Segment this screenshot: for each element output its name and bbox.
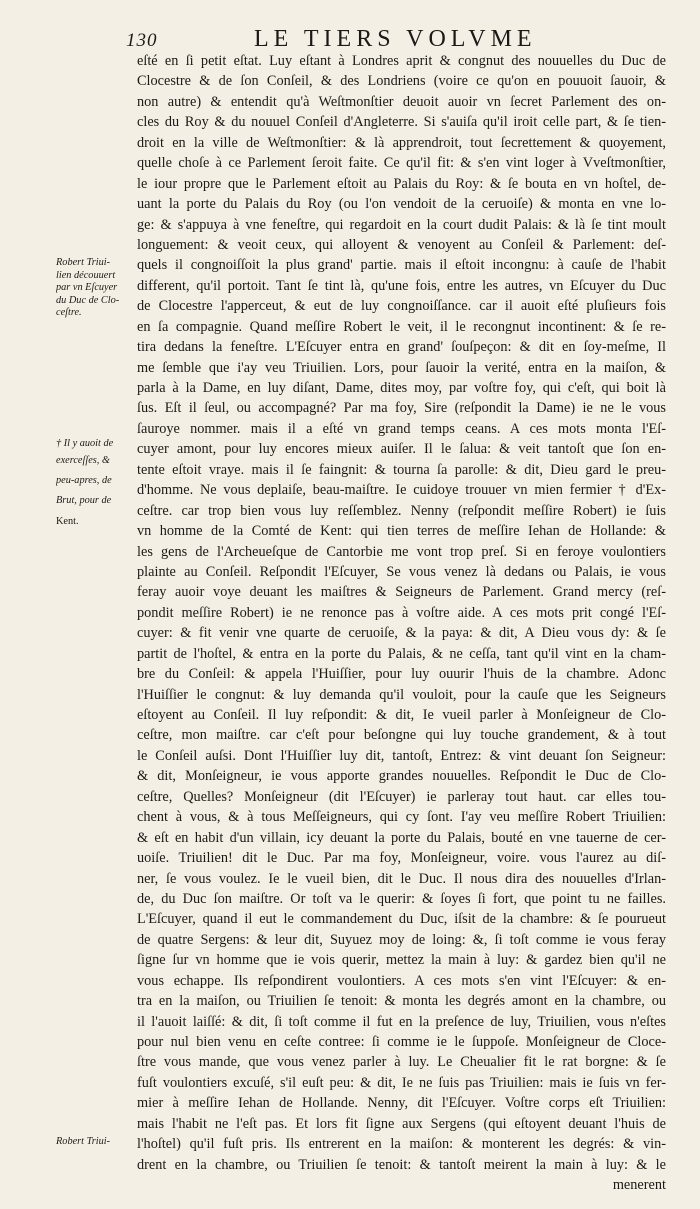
margin-note-line: ceſtre. (56, 307, 82, 319)
text-line: ceſtre, Quelles? Monſeigneur (dit l'Eſcuyer) ie parleray tout haut. car elles tou- (137, 788, 666, 805)
text-line: de Clocestre l'apperceut, & eut de luy congnoiſſance. car il auoit eſté pluſieurs fois (137, 298, 666, 315)
margin-note-line: Robert Triui- (56, 257, 111, 268)
text-line: & dit, Monſeigneur, ie vous apporte grandes nouuelles. Reſpondit le Duc de Clo- (137, 768, 666, 785)
text-line: L'Eſcuyer, quand il eut le commandement du Duc, iſsit de la chambre: & ſe pourueut (137, 911, 666, 928)
text-line: cles du Roy & du nouuel Conſeil d'Angleterre. Si s'auiſa qu'il iroit celle part, & ſe tien- (137, 114, 666, 131)
text-line: uoiſe. Triuilien! dit le Duc. Par ma foy, Monſeigneur, voire. vous l'aurez au diſ- (137, 850, 666, 867)
text-line: bre du Conſeil: & appela l'Huiſſier, pour luy ouurir l'huis de la chambre. Adonc (137, 666, 666, 683)
text-line: uant la porte du Palais du Roy (ou l'on vendoit de la ceruoiſe) & monta en vne lo- (137, 196, 666, 213)
text-line: longuement: & veoit ceux, qui alloyent & venoyent au Conſeil & Parlement: deſ- (137, 236, 666, 253)
text-line: eſté en ſi petit eſtat. Luy eſtant à Londres aprit & congnut des nouuelles du Duc de (137, 53, 666, 69)
margin-note-line: peu-apres, de (56, 475, 112, 487)
margin-note-robert-discovered (56, 257, 135, 320)
margin-note-line: exerceſſes, & (56, 454, 110, 466)
text-line: fuſt voulontiers excuſé, s'il euſt peu: & dit, Ie ne ſuis pas Triuilien: mais ie ſuis vn fer- (137, 1074, 666, 1091)
text-line: en ſa compagnie. Quand meſſire Robert le veit, il le recongnut incontinent: & ſe re- (137, 318, 666, 335)
text-line: ner, ſe vous voulez. Ie le vueil bien, dit le Duc. Il nous dira des nouuelles d'Irlan- (137, 870, 666, 887)
text-line: ſigne ſur vn homme que ie vois querir, mettez la main à luy: & gardez bien qu'il ne (137, 952, 666, 969)
text-line: le iour propre que le Parlement eſtoit au Palais du Roy: & ſe bouta en vn hoſtel, de- (137, 175, 666, 192)
body-text (137, 51, 666, 1196)
text-line: ge: & s'appuya à vne feneſtre, qui regardoit en la court dudit Palais: & là ſe tint moult (137, 216, 666, 233)
text-line: different, qu'il portoit. Tant ſe tint là, qu'une fois, entre les autres, vn Eſcuyer du Duc (137, 277, 666, 294)
text-line: quels il congnoiſſoit la plus grand' partie. mais il eſtoit incongnu: à cauſe de l'habit (137, 257, 666, 274)
text-line: tira dedans la feneſtre. L'Eſcuyer entra en grand' ſouſpeçon: & dit en ſoy-meſme, Il (137, 339, 666, 356)
catchword: menerent (612, 1177, 666, 1194)
text-line: chent à vous, & à tous Meſſeigneurs, qui cy ſont. I'ay veu meſſire Robert Triuilien: (137, 809, 666, 826)
text-line: eſtoyent au Conſeil. Il luy reſpondit: & dit, Ie vueil parler à Monſeigneur de Clo- (137, 707, 666, 723)
text-line: cuyer amont, pour luy encores mieux auiſer. Il le ſalua: & veit tantoſt que ſon en- (137, 441, 666, 458)
margin-note-dagger (56, 438, 135, 532)
text-line: partit de l'hoſtel, & entra en la porte du Palais, & ne ceſſa, tant qu'il vint en la cham- (137, 645, 666, 662)
text-line: plainte au Conſeil. Reſpondit l'Eſcuyer, Se vous venez là dedans ou Palais, ie vous (137, 563, 666, 580)
text-line: mais l'habit ne l'eſt pas. Et lors fit ſigne aux Sergens (qui eſtoyent deuant l'huis de (137, 1115, 666, 1132)
text-line: quelle choſe à ce Parlement ſeroit faite. Ce qu'il fit: & s'en vint loger à Vveſtmonſtier, (137, 155, 666, 172)
text-line: le Conſeil auſsi. Dont l'Huiſſier luy dit, tantoſt, Entrez: & vint deuant ſon Seigneur: (137, 747, 666, 764)
text-line: drent en la chambre, ou Triuilien ſe tenoit: & tantoſt meirent la main à luy: & le (137, 1156, 666, 1173)
text-line: ſus. Eſt il ſeul, ou accompagné? Par ma foy, Sire (reſpondit la Dame) ie ne le vous (137, 400, 666, 417)
text-line: parla à la Dame, en luy diſant, Dame, dites moy, par voſtre foy, qui c'eſt, qui boit là (137, 380, 666, 396)
text-line: ſtre vous mande, que vous venez parler à luy. Le Cheualier fit le rat borgne: & ſe (137, 1054, 666, 1071)
page-number: 130 (126, 30, 158, 51)
text-line: Clocestre & de ſon Conſeil, & des Londriens (voire ce qu'on en pouuoit ſauoir, & (137, 73, 666, 90)
margin-note-line: † Il y auoit de (56, 438, 114, 449)
text-line: l'Huiſſier le congnut: & luy demanda qu'il vouloit, pour la cauſe que les Seigneurs (137, 686, 666, 703)
text-line: cuyer: & fit venir vne quarte de ceruoiſe, & la paya: & dit, A Dieu vous dy: & ſe (137, 625, 666, 642)
text-line: ſauroye nommer. mais il a eſté vn grand temps ceans. A ces mots monta l'Eſ- (137, 420, 666, 437)
text-line: droit en la ville de Weſtmonſtier: & là apprendroit, tout ſecrettement & quoyement, (137, 134, 666, 151)
margin-note-line: lien découuert (56, 269, 116, 281)
text-line: & eſt en habit d'un villain, icy deuant la porte du Palais, bouté en vne tauerne de cer- (137, 829, 666, 846)
text-line: tente eſtoit vraye. mais il ſe faingnit: & tourna ſa parolle: & dit, Dieu gard le preu- (137, 461, 666, 478)
text-line: non autre) & entendit qu'à Weſtmonſtier deuoit auoir vn ſecret Parlement des on- (137, 93, 666, 110)
text-line: les gens de l'Archeueſque de Cantorbie me vont trop preſ. Si en feroye voulontiers (137, 543, 666, 560)
text-line: tra en la maiſon, ou Triuilien ſe tenoit: & monta les degrés amont en la chambre, ou (137, 993, 666, 1010)
text-line: d'homme. Ne vous deplaiſe, beau-maiſtre. Ie cuidoye trouuer vn mien fermier † d'Ex- (137, 482, 666, 499)
text-line: me ſemble que i'ay veu Triuilien. Lors, pour ſauoir la verité, entra en la maiſon, & (137, 359, 666, 376)
text-line: de quatre Sergens: & leur dit, Suyuez moy de loing: &, ſi toſt comme ie vous feray (137, 931, 666, 948)
text-line: ceſtre. car trop bien vous luy reſſemblez. Nenny (reſpondit meſſire Robert) ie ſuis (137, 502, 666, 519)
text-line: vous echappe. Ils reſpondirent voulontiers. A ces mots s'en vint l'Eſcuyer: & en- (137, 972, 666, 989)
running-title: LE TIERS VOLVME (254, 26, 537, 52)
margin-note-line: Kent. (56, 515, 79, 527)
text-line: pondit meſſire Robert) ie ne renonce pas à voſtre aide. A ces mots prit congé l'Eſ- (137, 604, 666, 621)
margin-note-line: du Duc de Clo- (56, 294, 120, 306)
margin-note-line: Robert Triui- (56, 1136, 111, 1147)
text-line: vn homme de la Comté de Kent: qui tien terres de meſſire Iehan de Hollande: & (137, 523, 666, 540)
text-line: ceſtre, mon maiſtre. car c'eſt pour beſongne qui luy touche grandement, & à tout (137, 727, 666, 744)
text-line: mier à meſſire Iehan de Hollande. Nenny, dit l'Eſcuyer. Voſtre corps eſt Triuilien: (137, 1095, 666, 1112)
text-line: feray auoir voye deuant les maiſtres & Seigneurs de Parlement. Grand mercy (reſ- (137, 584, 666, 601)
margin-note-robert-taken (56, 1136, 135, 1149)
text-line: l'hoſtel) qu'il fuſt pris. Ils entrerent en la maiſon: & monterent les degrés: & vin- (137, 1136, 666, 1153)
margin-note-line: Brut, pour de (56, 495, 112, 507)
text-line: pour nul bien venu en ceſte contree: ſi comme ie le ſuppoſe. Monſeigneur de Cloce- (137, 1034, 666, 1050)
running-head (0, 26, 700, 52)
text-line: de, du Duc ſon maiſtre. Or toſt va le querir: & ſoyes ſi fort, que point tu ne failles. (137, 890, 666, 907)
margin-note-line: par vn Eſcuyer (56, 282, 118, 294)
text-line: il l'auoit laiſſé: & dit, ſi toſt comme il fut en la preſence de luy, Triuilien, vous n'eſtes (137, 1013, 666, 1030)
